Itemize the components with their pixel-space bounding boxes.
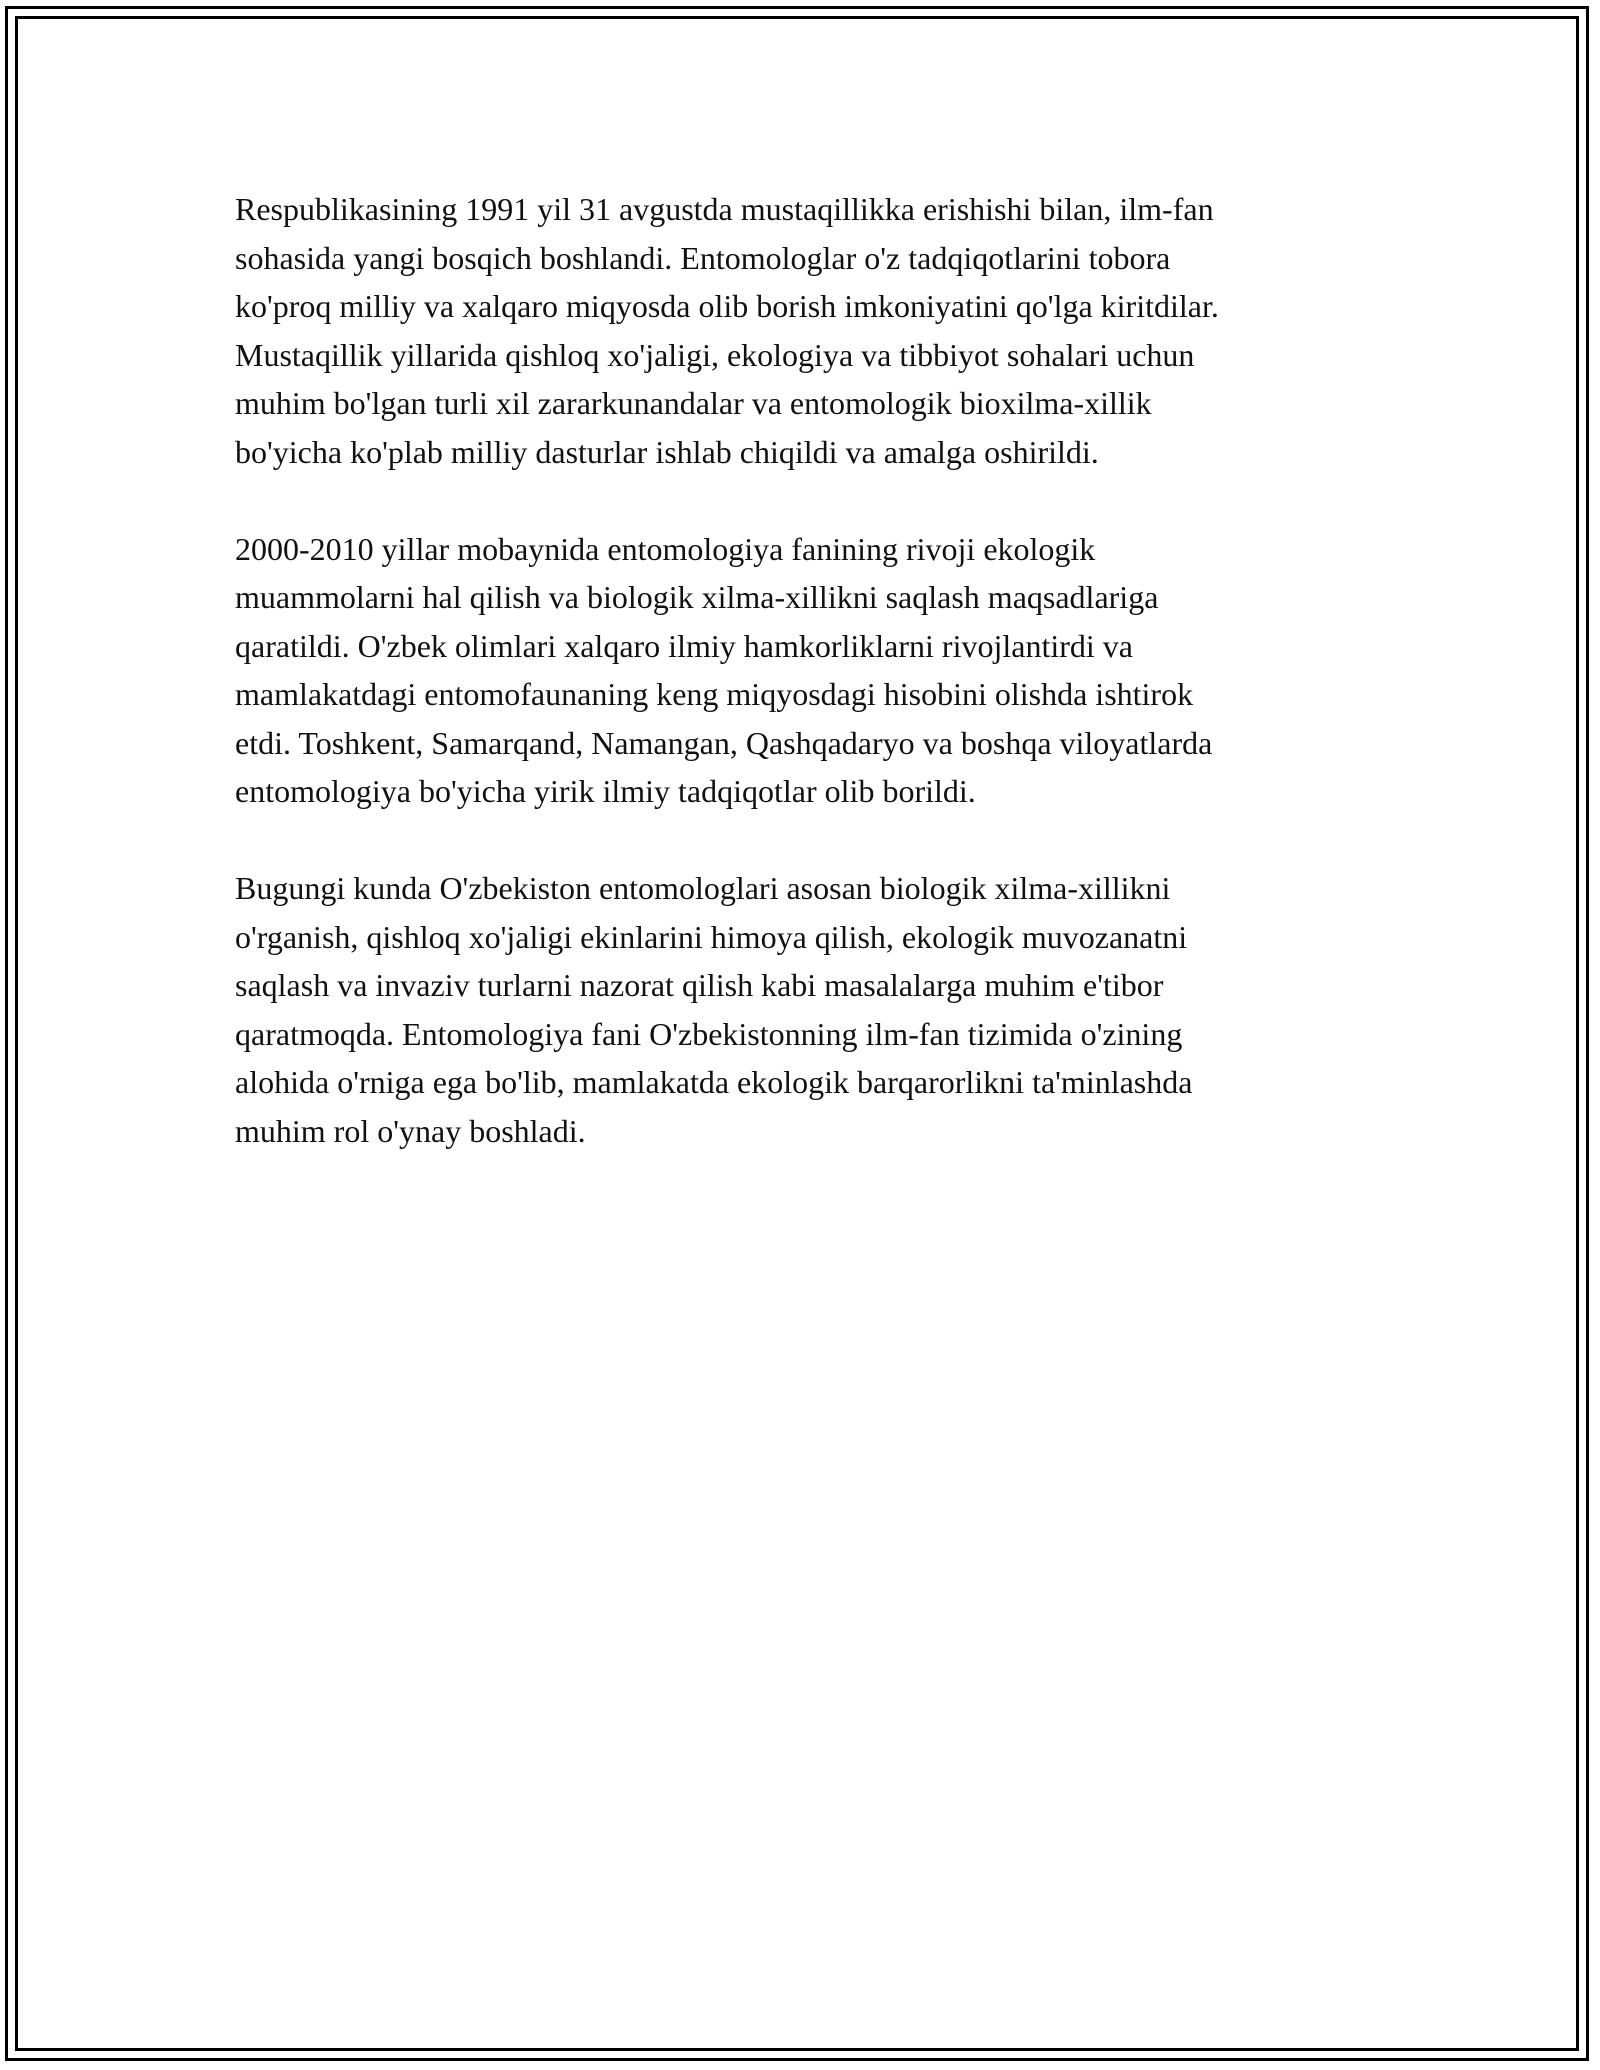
paragraph-today: Bugungi kunda O'zbekiston entomologlari asosan biologik xilma-xillikni o'rganish, qishloq xo'jaligi ekinlarini himoya qilish, ekologik muvozanatni saqlash va invaziv turlarni nazorat qilish kabi masalalarga muhim e'tibor qaratmoqda. Entomologiya fani O'zbekistonning ilm-fan tizimida o'zining alohida o'rniga ega bo'lib, mamlakatda ekologik barqarorlikni ta'minlashda muhim rol o'ynay boshladi.: [235, 870, 1193, 1149]
document-body: [235, 185, 1385, 1204]
paragraph-independence: Respublikasining 1991 yil 31 avgustda mustaqillikka erishishi bilan, ilm-fan sohasida yangi bosqich boshlandi. Entomologlar o'z tadqiqotlarini tobora ko'proq milliy va xalqaro miqyosda olib borish imkoniyatini qo'lga kiritdilar. Mustaqillik yillarida qishloq xo'jaligi, ekologiya va tibbiyot sohalari uchun muhim bo'lgan turli xil zararkunandalar va entomologik bioxilma-xillik bo'yicha ko'plab milliy dasturlar ishlab chiqildi va amalga oshirildi.: [235, 191, 1219, 470]
paragraph-2000-2010: 2000-2010 yillar mobaynida entomologiya fanining rivoji ekologik muammolarni hal qilish va biologik xilma-xillikni saqlash maqsadlariga qaratildi. O'zbek olimlari xalqaro ilmiy hamkorliklarni rivojlantirdi va mamlakatdagi entomofaunaning keng miqyosdagi hisobini olishda ishtirok etdi. Toshkent, Samarqand, Namangan, Qashqadaryo va boshqa viloyatlarda entomologiya bo'yicha yirik ilmiy tadqiqotlar olib borildi.: [235, 530, 1213, 809]
